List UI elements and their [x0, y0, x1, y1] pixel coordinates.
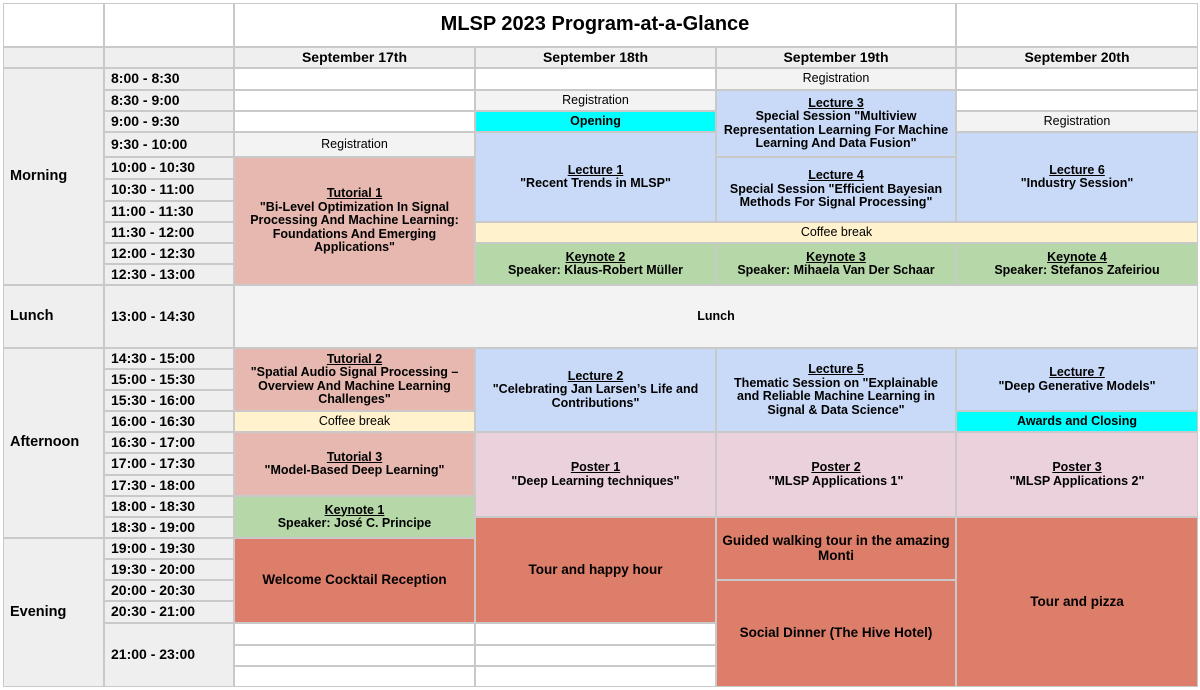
header-corner — [104, 47, 234, 68]
time-slot: 20:30 - 21:00 — [104, 601, 234, 623]
sep19-lecture-5 — [716, 348, 956, 432]
empty-slot — [234, 90, 475, 111]
empty-slot — [475, 666, 716, 687]
sep18-registration: Registration — [475, 90, 716, 111]
sep17-welcome-cocktail: Welcome Cocktail Reception — [234, 538, 475, 623]
empty-slot — [475, 645, 716, 666]
sep17-tutorial-1 — [234, 157, 475, 285]
sep18-opening: Opening — [475, 111, 716, 132]
event-description: Thematic Session on "Explainable and Reliable Machine Learning in Signal & Data Science" — [734, 375, 938, 417]
sep20-poster-3 — [956, 432, 1198, 517]
time-slot: 20:00 - 20:30 — [104, 580, 234, 601]
event-description: "MLSP Applications 2" — [1009, 473, 1145, 488]
event-title: Keynote 3 — [806, 249, 866, 264]
period-morning: Morning — [3, 68, 104, 285]
time-slot: 16:00 - 16:30 — [104, 411, 234, 432]
time-slot: 17:00 - 17:30 — [104, 453, 234, 475]
day-header-19: September 19th — [716, 47, 956, 68]
empty-slot — [956, 90, 1198, 111]
sep19-keynote-3 — [716, 243, 956, 285]
event-title: Tutorial 1 — [326, 186, 383, 201]
period-afternoon: Afternoon — [3, 348, 104, 538]
time-slot: 11:00 - 11:30 — [104, 201, 234, 222]
sep17-keynote-1 — [234, 496, 475, 538]
sep17-tutorial-3 — [234, 432, 475, 496]
event-title: Lecture 6 — [1049, 162, 1105, 177]
time-slot: 19:00 - 19:30 — [104, 538, 234, 559]
day-header-18: September 18th — [475, 47, 716, 68]
empty-slot — [234, 623, 475, 645]
sep20-lecture-7 — [956, 348, 1198, 411]
empty-slot — [234, 666, 475, 687]
event-description: "Celebrating Jan Larsen’s Life and Contributions" — [492, 382, 699, 410]
event-description: "Model-Based Deep Learning" — [264, 463, 445, 477]
event-title: Lecture 5 — [808, 362, 864, 376]
time-slot: 14:30 - 15:00 — [104, 348, 234, 369]
event-title: Tutorial 2 — [326, 351, 383, 366]
day-header-17: September 17th — [234, 47, 475, 68]
sep19-lecture-3 — [716, 90, 956, 157]
title-filler — [956, 3, 1198, 47]
sep18-poster-1 — [475, 432, 716, 517]
empty-slot — [475, 623, 716, 645]
event-description: Special Session "Multiview Representation Learning For Machine Learning And Data Fusion" — [723, 109, 949, 150]
sep20-awards-closing: Awards and Closing — [956, 411, 1198, 432]
time-slot: 16:30 - 17:00 — [104, 432, 234, 453]
empty-slot — [234, 111, 475, 132]
event-description: Speaker: Klaus-Robert Müller — [507, 263, 684, 277]
time-slot: 10:00 - 10:30 — [104, 157, 234, 179]
event-description: "Bi-Level Optimization In Signal Processing And Machine Learning: Foundations And Emerging Applications" — [250, 199, 459, 255]
event-title: Poster 1 — [570, 460, 621, 474]
time-slot: 17:30 - 18:00 — [104, 475, 234, 496]
sep19-registration: Registration — [716, 68, 956, 90]
time-slot: 8:00 - 8:30 — [104, 68, 234, 90]
empty-slot — [234, 645, 475, 666]
sep19-poster-2 — [716, 432, 956, 517]
event-title: Keynote 1 — [324, 502, 385, 517]
event-title: Tutorial 3 — [326, 449, 383, 464]
sep17-coffee-break: Coffee break — [234, 411, 475, 432]
shared-coffee-break: Coffee break — [475, 222, 1198, 243]
time-slot: 21:00 - 23:00 — [104, 623, 234, 687]
event-description: "MLSP Applications 1" — [768, 473, 904, 488]
sep18-tour-happy-hour: Tour and happy hour — [475, 517, 716, 623]
event-title: Lecture 2 — [567, 368, 624, 383]
event-description: "Recent Trends in MLSP" — [520, 176, 671, 190]
sep17-tutorial-2 — [234, 348, 475, 411]
event-description: Speaker: Mihaela Van Der Schaar — [737, 263, 935, 277]
event-title: Keynote 4 — [1047, 249, 1107, 264]
time-slot: 15:30 - 16:00 — [104, 390, 234, 411]
time-slot: 13:00 - 14:30 — [104, 285, 234, 348]
time-slot: 10:30 - 11:00 — [104, 179, 234, 201]
time-slot: 18:30 - 19:00 — [104, 517, 234, 538]
event-description: "Deep Generative Models" — [998, 378, 1156, 393]
event-title: Lecture 7 — [1049, 365, 1105, 379]
time-slot: 12:30 - 13:00 — [104, 264, 234, 285]
period-lunch: Lunch — [3, 285, 104, 348]
sep18-keynote-2 — [475, 243, 716, 285]
sep19-walking-tour: Guided walking tour in the amazing Monti — [716, 517, 956, 580]
day-header-20: September 20th — [956, 47, 1198, 68]
sep20-registration: Registration — [956, 111, 1198, 132]
time-slot: 8:30 - 9:00 — [104, 90, 234, 111]
sep20-keynote-4 — [956, 243, 1198, 285]
empty-slot — [956, 68, 1198, 90]
period-evening: Evening — [3, 538, 104, 687]
event-title: Poster 3 — [1052, 460, 1102, 474]
time-slot: 9:30 - 10:00 — [104, 132, 234, 157]
time-slot: 11:30 - 12:00 — [104, 222, 234, 243]
sep20-lecture-6 — [956, 132, 1198, 222]
page-title: MLSP 2023 Program-at-a-Glance — [234, 3, 956, 47]
corner-cell — [3, 3, 104, 47]
event-description: Special Session "Efficient Bayesian Methods For Signal Processing" — [729, 181, 943, 210]
time-slot: 18:00 - 18:30 — [104, 496, 234, 517]
event-description: Speaker: José C. Principe — [277, 516, 432, 530]
empty-slot — [234, 68, 475, 90]
sep18-lecture-1 — [475, 132, 716, 222]
sep19-lecture-4 — [716, 157, 956, 222]
sep18-lecture-2 — [475, 348, 716, 432]
event-title: Lecture 4 — [808, 168, 864, 183]
event-title: Lecture 3 — [808, 95, 864, 110]
event-description: Speaker: Stefanos Zafeiriou — [994, 263, 1160, 277]
event-title: Lecture 1 — [567, 162, 624, 177]
event-description: "Deep Learning techniques" — [511, 473, 680, 488]
event-description: "Industry Session" — [1020, 176, 1134, 190]
corner-cell — [104, 3, 234, 47]
event-title: Poster 2 — [811, 460, 861, 474]
time-slot: 15:00 - 15:30 — [104, 369, 234, 390]
time-slot: 19:30 - 20:00 — [104, 559, 234, 580]
sep19-social-dinner: Social Dinner (The Hive Hotel) — [716, 580, 956, 687]
time-slot: 12:00 - 12:30 — [104, 243, 234, 264]
empty-slot — [475, 68, 716, 90]
time-slot: 9:00 - 9:30 — [104, 111, 234, 132]
event-title: Keynote 2 — [565, 249, 626, 264]
event-description: "Spatial Audio Signal Processing – Overview And Machine Learning Challenges" — [250, 365, 459, 406]
shared-lunch: Lunch — [234, 285, 1198, 348]
sep20-tour-pizza: Tour and pizza — [956, 517, 1198, 687]
sep17-registration: Registration — [234, 132, 475, 157]
header-corner — [3, 47, 104, 68]
